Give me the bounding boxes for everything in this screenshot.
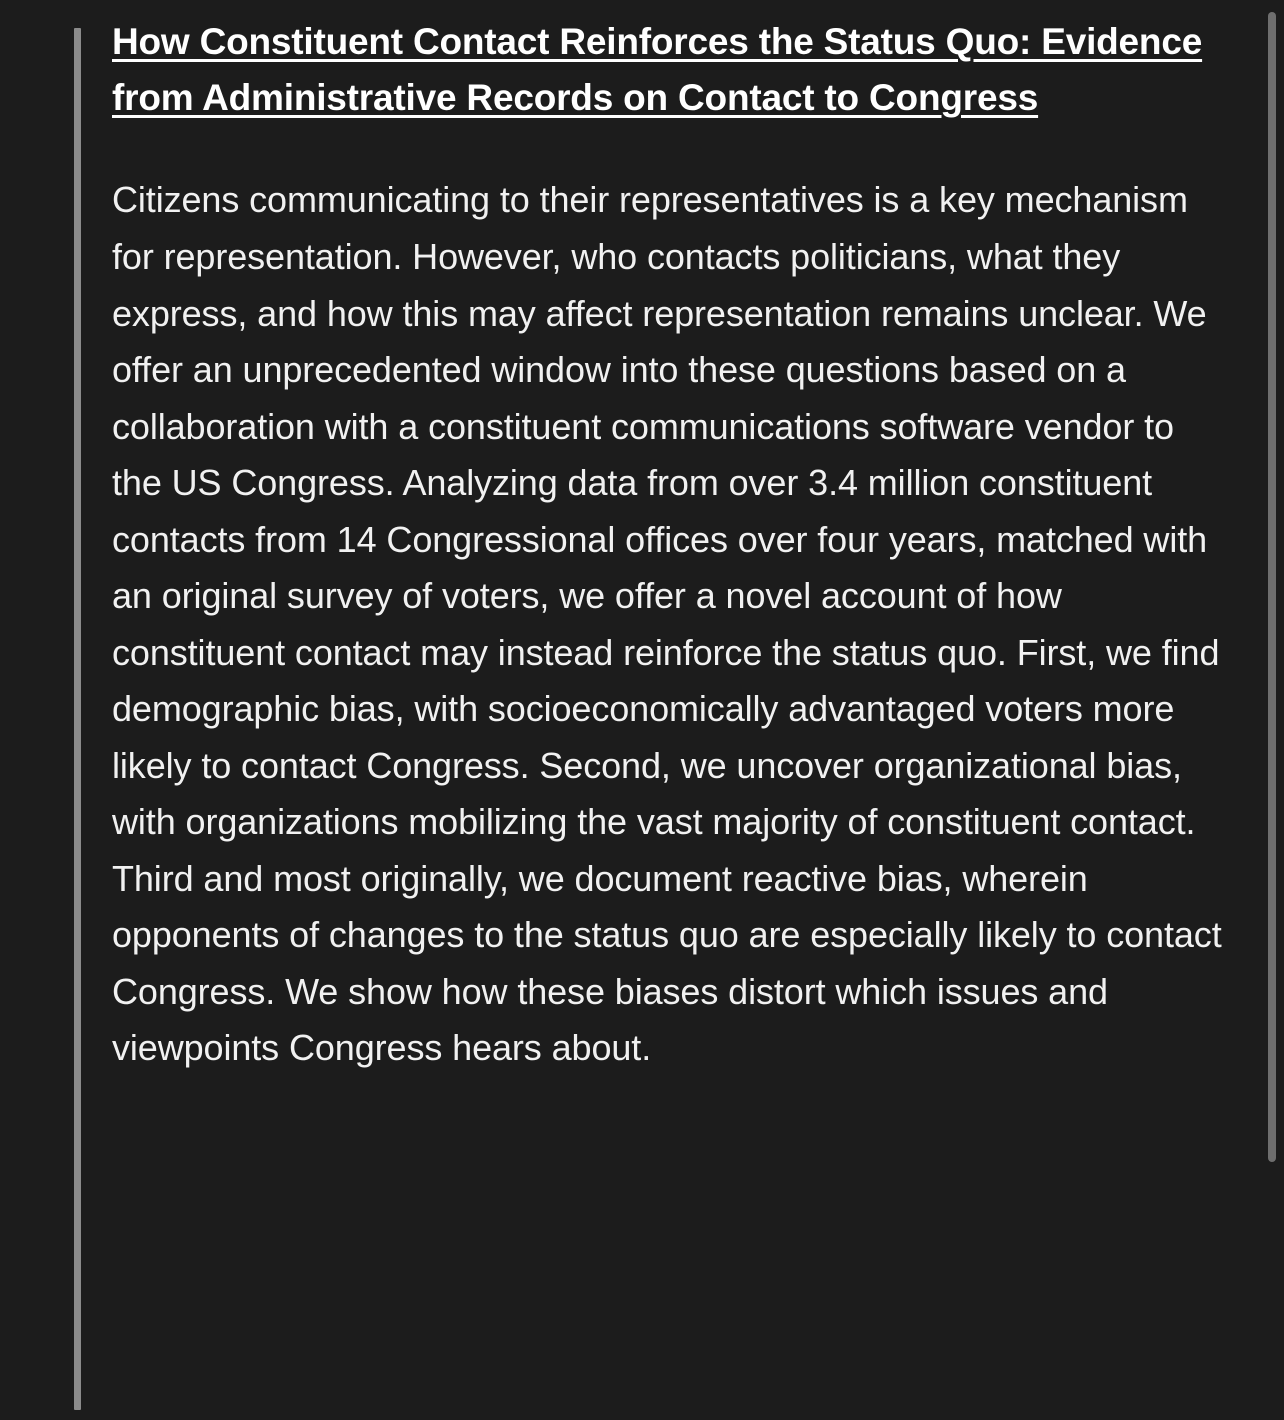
- title-body-spacer: [46, 126, 1268, 172]
- scrollbar-track[interactable]: [1272, 6, 1280, 1414]
- blockquote-bar: [74, 28, 81, 1410]
- abstract-text: Citizens communicating to their representatives is a key mechanism for representation. However, who contacts politicians, what they express, and how this may affect representation remains unclear. We offer an unprecedented window into these questions based on a collaboration with a constituent communications software vendor to the US Congress. Analyzing data from over 3.4 million constituent contacts from 14 Congressional offices over four years, matched with an original survey of voters, we offer a novel account of how constituent contact may instead reinforce the status quo. First, we find demographic bias, with socioeconomically advantaged voters more likely to contact Congress. Second, we uncover organizational bias, with organizations mobilizing the vast majority of constituent contact. Third and most originally, we document reactive bias, wherein opponents of changes to the status quo are especially likely to contact Congress. We show how these biases distort which issues and viewpoints Congress hears about.: [112, 179, 1222, 1069]
- scrollbar-thumb[interactable]: [1268, 12, 1276, 1162]
- page-title: How Constituent Contact Reinforces the Status Quo: Evidence from Administrative Records on Contact to Congress: [112, 21, 1203, 119]
- blockquote: [16, 14, 1268, 1404]
